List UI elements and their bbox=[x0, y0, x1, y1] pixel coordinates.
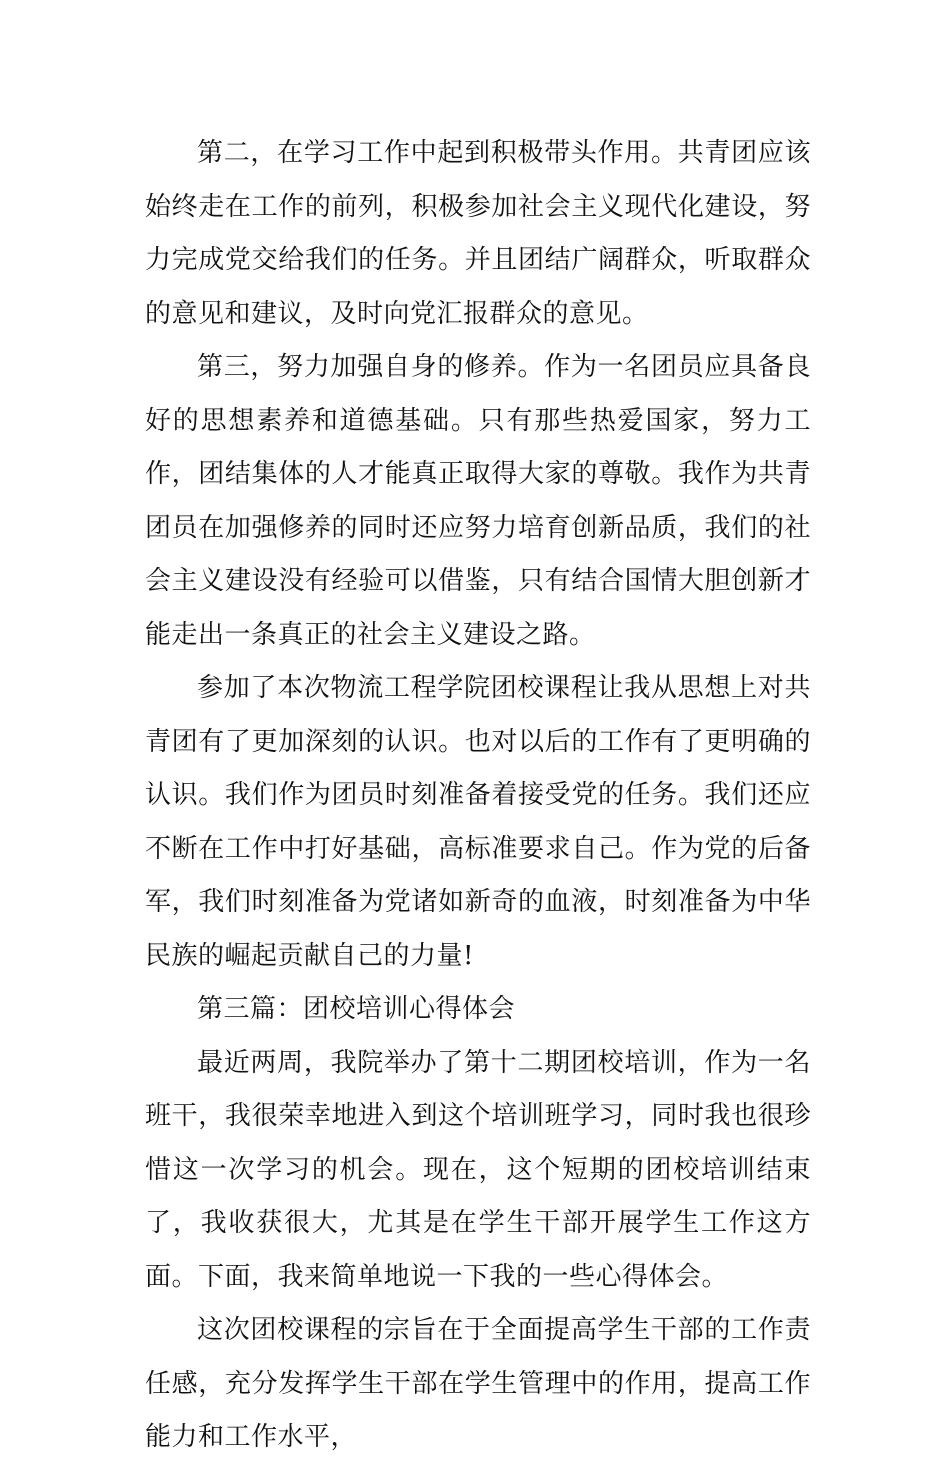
paragraph-third-point: 第三，努力加强自身的修养。作为一名团员应具备良好的思想素养和道德基础。只有那些热爱国家，努力工作，团结集体的人才能真正取得大家的尊敬。我作为共青团员在加强修养的同时还应努力培育创新品质，我们的社会主义建设没有经验可以借鉴，只有结合国情大胆创新才能走出一条真正的社会主义建设之路。 bbox=[145, 352, 811, 650]
paragraph-second-point: 第二，在学习工作中起到积极带头作用。共青团应该始终走在工作的前列，积极参加社会主义现代化建设，努力完成党交给我们的任务。并且团结广阔群众，听取群众的意见和建议，及时向党汇报群众的意见。 bbox=[145, 138, 811, 329]
paragraph-course-reflection: 参加了本次物流工程学院团校课程让我从思想上对共青团有了更加深刻的认识。也对以后的工作有了更明确的认识。我们作为团员时刻准备着接受党的任务。我们还应不断在工作中打好基础，高标准要求自己。作为党的后备军，我们时刻准备为党诸如新奇的血液，时刻准备为中华民族的崛起贡献自己的力量! bbox=[145, 673, 811, 971]
section-heading: 第三篇：团校培训心得体会 bbox=[197, 994, 516, 1024]
paragraph-training-intro: 最近两周，我院举办了第十二期团校培训，作为一名班干，我很荣幸地进入到这个培训班学习，同时我也很珍惜这一次学习的机会。现在，这个短期的团校培训结束了，我收获很大，尤其是在学生干部开展学生工作这方面。下面，我来简单地说一下我的一些心得体会。 bbox=[145, 1047, 811, 1292]
document-body bbox=[145, 127, 811, 1465]
paragraph-course-purpose: 这次团校课程的宗旨在于全面提高学生干部的工作责任感，充分发挥学生干部在学生管理中的作用，提高工作能力和工作水平， bbox=[145, 1315, 811, 1452]
